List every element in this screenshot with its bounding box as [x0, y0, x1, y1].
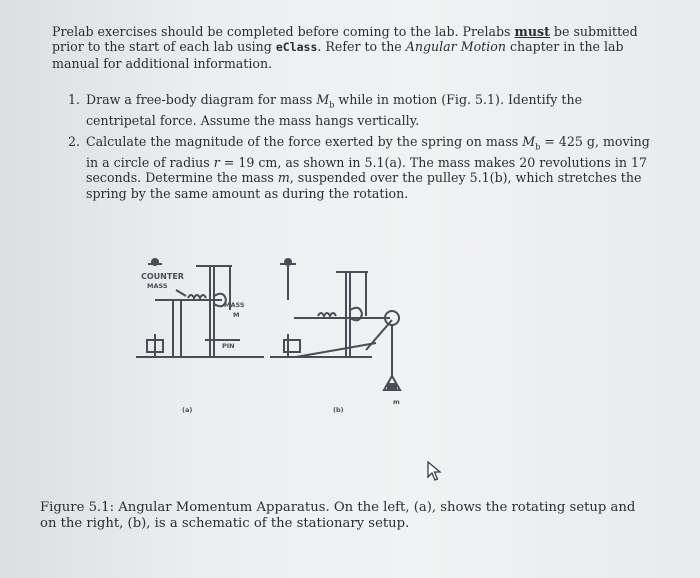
figure-caption: Figure 5.1: Angular Momentum Apparatus. On the left, (a), shows the rotating setup and on the right, (b), is a schematic of the stationary setup.: [40, 500, 636, 531]
spring-a: [188, 295, 206, 298]
item-number: 2.: [68, 134, 81, 149]
mass-sub-label: M: [233, 311, 240, 319]
item-number: 1.: [68, 92, 81, 107]
counter-label-2: MASS: [147, 282, 168, 290]
panel-a-label: (a): [182, 406, 193, 414]
chapter-name: Angular Motion: [405, 39, 506, 55]
item-text: Draw a free-body diagram for mass $M_b$ while in motion (Fig. 5.1). Identify the centripetal force. Assume the mass hangs vertically.: [86, 92, 583, 128]
intro-paragraph: Prelab exercises should be completed before coming to the lab. Prelabs must be submitted prior to the start of each lab using eClass. Refer to the Angular Motion chapter in the lab manual for additional information.: [52, 24, 638, 71]
base-block-b: [284, 340, 300, 352]
item-text: Calculate the magnitude of the force exerted by the spring on mass $M_b = 425$ g, moving in a circle of radius r = 19 cm, as shown in 5.1(a). The mass makes 20 revolutions in 17 seconds. Determine the mass m, suspended over the pulley 5.1(b), which stretches the spring by the same amount as during the rotation.: [86, 134, 650, 201]
mass-label: MASS: [224, 301, 245, 309]
eclass-name: eClass: [275, 40, 318, 55]
must-emphasis: must: [514, 24, 550, 39]
counter-label: COUNTER: [141, 272, 184, 281]
spring-b: [318, 313, 336, 316]
mouse-pointer-icon: [426, 460, 444, 482]
panel-b-label: (b): [333, 406, 344, 414]
hanging-mass-label: m: [393, 398, 400, 406]
pin-label: PIN: [222, 342, 235, 350]
